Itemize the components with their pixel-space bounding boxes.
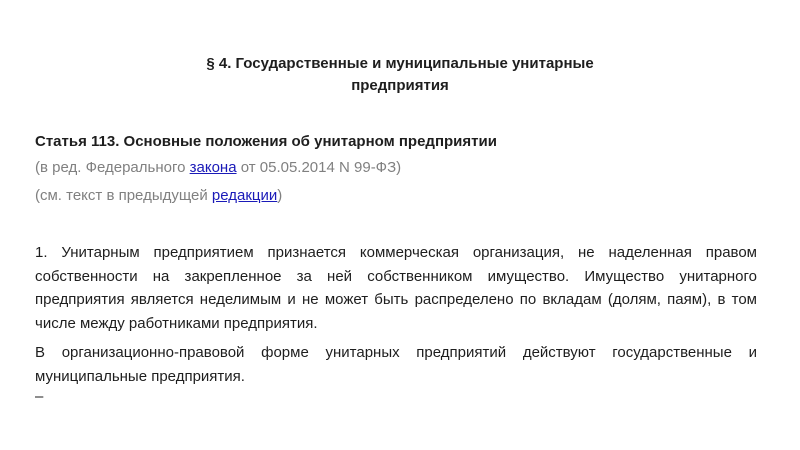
- paragraph-2: В организационно-правовой форме унитарных предприятий действуют государственные и муниципальные предприятия.: [35, 344, 757, 385]
- paragraph-1: 1. Унитарным предприятием признается коммерческая организация, не наделенная правом собственности на закрепленное за ней собственником имущество. Имущество унитарного предприятия является неделимым и не может быть распределено по вкладам (долям, паям), в том числе между работниками предприятия.: [35, 244, 757, 332]
- amendment-note: [35, 157, 401, 179]
- trailing-dash: –: [35, 388, 44, 405]
- amendment-note-suffix: от 05.05.2014 N 99-ФЗ): [236, 159, 402, 176]
- previous-edition-note-prefix: (см. текст в предыдущей: [35, 187, 212, 204]
- previous-edition-note-suffix: ): [277, 187, 283, 204]
- previous-edition-note: [35, 185, 282, 207]
- section-title: [0, 53, 800, 97]
- section-title-line-2: предприятия: [351, 77, 449, 94]
- law-link[interactable]: закона: [189, 159, 237, 176]
- amendment-note-prefix: (в ред. Федерального: [35, 159, 190, 176]
- article-title: Статья 113. Основные положения об унитарном предприятии: [35, 133, 497, 150]
- edition-link[interactable]: редакции: [211, 187, 278, 204]
- section-title-line-1: § 4. Государственные и муниципальные унитарные: [206, 55, 594, 72]
